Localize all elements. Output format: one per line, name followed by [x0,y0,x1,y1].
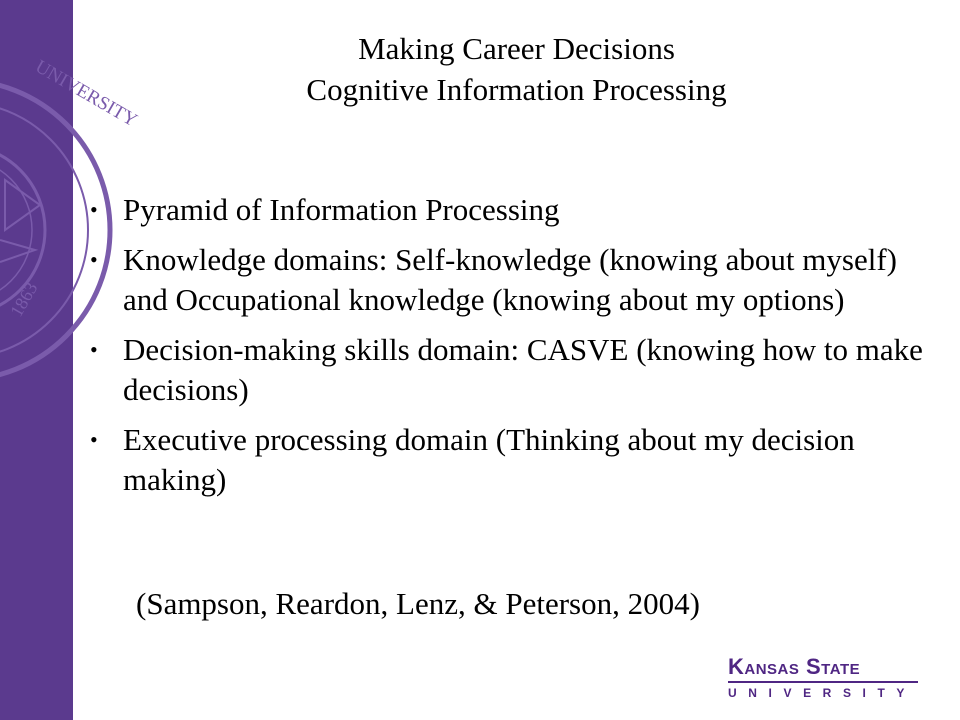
logo-rule [728,681,918,683]
sidebar-band [0,0,141,720]
bullet-text: Pyramid of Information Processing [123,192,560,227]
bullet-item [90,420,940,500]
bullet-item [90,330,940,410]
bullet-marker: • [90,247,98,272]
seal-year: 1863 [6,278,42,320]
bullet-item [90,190,940,230]
bullet-text: Executive processing domain (Thinking about my decision making) [123,422,855,497]
bullet-marker: • [90,197,98,222]
bullet-marker: • [90,337,98,362]
bullet-text: Decision-making skills domain: CASVE (knowing how to make decisions) [123,332,923,407]
bullet-marker: • [90,427,98,452]
title-line-2: Cognitive Information Processing [306,72,727,107]
logo-subtitle: UNIVERSITY [728,686,917,700]
slide-title [73,28,960,110]
kansas-state-logo [728,655,918,700]
logo-wordmark: Kansas State [728,654,861,679]
title-line-1: Making Career Decisions [358,31,675,66]
bullet-list [90,190,940,510]
citation: (Sampson, Reardon, Lenz, & Peterson, 2004) [136,586,700,621]
bullet-item [90,240,940,320]
bullet-text: Knowledge domains: Self-knowledge (knowing about myself) and Occupational knowledge (knowing about my options) [123,242,897,317]
seal-text: UNIVERSITY [31,56,141,132]
university-seal-watermark [0,0,141,720]
